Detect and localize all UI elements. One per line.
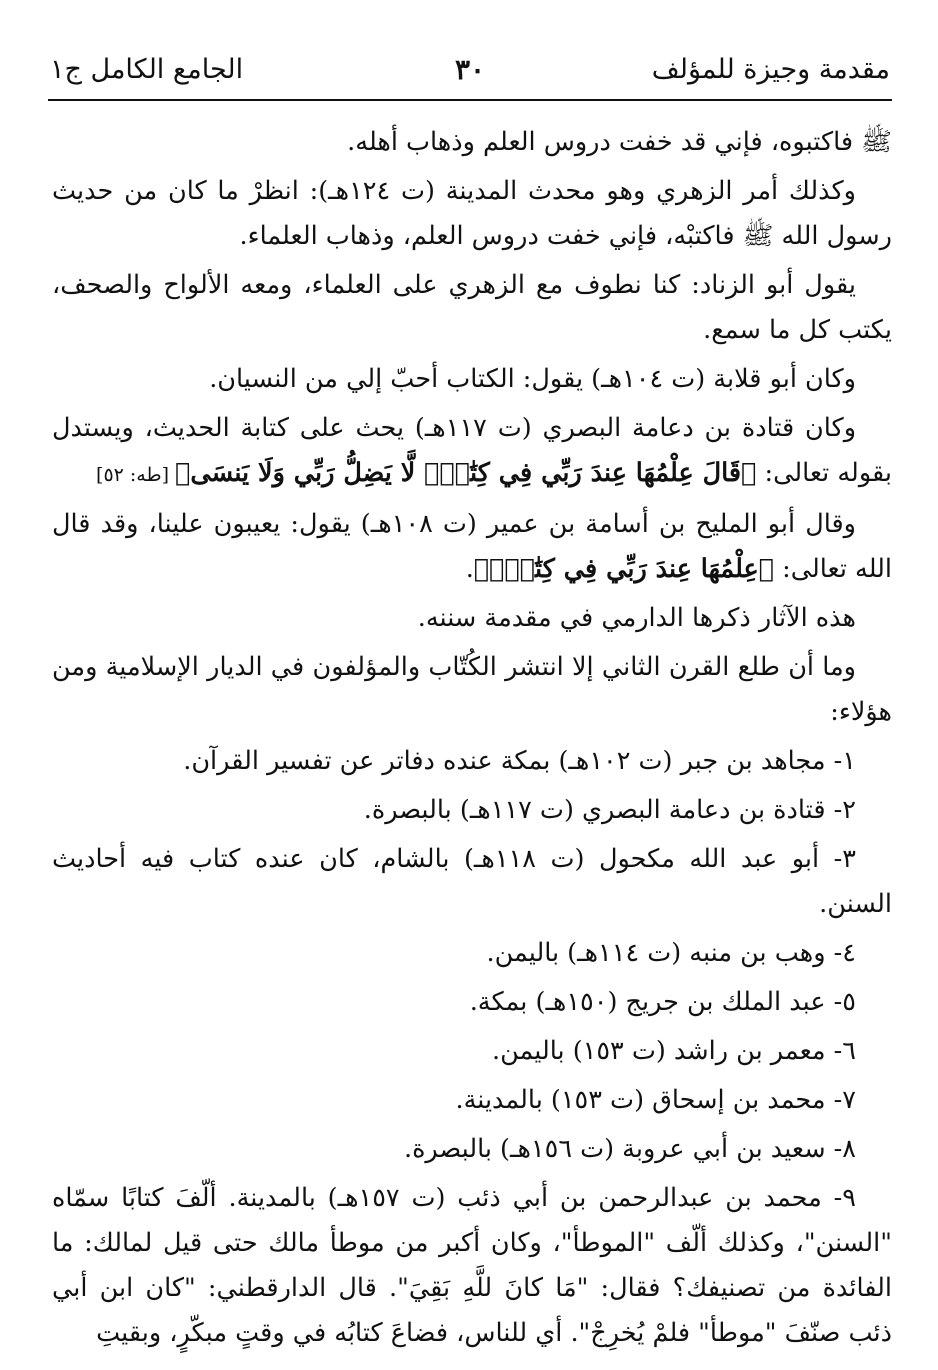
list-number: ٨- <box>833 1134 856 1164</box>
paragraph <box>52 357 892 402</box>
list-number: ٤- <box>833 938 856 968</box>
list-number: ٩- <box>833 1183 856 1213</box>
paragraph-end: . <box>465 554 474 584</box>
list-item <box>52 739 892 784</box>
chapter-title: مقدمة وجيزة للمؤلف <box>651 54 890 85</box>
list-item <box>52 837 892 927</box>
list-item <box>52 1029 892 1074</box>
list-text: وهب بن منبه (ت ١١٤هـ) باليمن. <box>486 938 826 968</box>
book-title: الجامع الكامل ج١ <box>50 54 244 85</box>
header-divider <box>48 99 892 101</box>
running-header <box>50 50 890 90</box>
paragraph-text: هذه الآثار ذكرها الدارمي في مقدمة سننه. <box>417 603 856 633</box>
paragraph-text: يقول أبو الزناد: كنا نطوف مع الزهري على العلماء، ومعه الألواح والصحف، يكتب كل ما سمع. <box>52 270 892 345</box>
list-text: محمد بن عبدالرحمن بن أبي ذئب (ت ١٥٧هـ) بالمدينة. ألّفَ كتابًا سمّاه "السنن"، وكذلك ألّف "الموطأ"، وكان أكبر من موطأ مالك حتى قيل لمالك: ما الفائدة من تصنيفك؟ فقال: "مَا كانَ للَّهِ بَقِيَ". قال الدارقطني: "كان ابن أبي ذئب صنّفَ "موطأ" فلمْ يُخرِجْ". أي للناس، فضاعَ كتابُه في وقتٍ مبكّرٍ، وبقيتِ <box>52 1183 892 1348</box>
paragraph-text: وقال أبو المليح بن أسامة بن عمير (ت ١٠٨هـ) يقول: يعيبون علينا، وقد قال الله تعالى: <box>52 509 892 584</box>
list-item <box>52 980 892 1025</box>
list-text: أبو عبد الله مكحول (ت ١١٨هـ) بالشام، كان عنده كتاب فيه أحاديث السنن. <box>52 844 892 919</box>
paragraph <box>52 120 892 165</box>
list-number: ٧- <box>833 1085 856 1115</box>
list-text: محمد بن إسحاق (ت ١٥٣) بالمدينة. <box>455 1085 826 1115</box>
paragraph <box>52 406 892 498</box>
list-text: قتادة بن دعامة البصري (ت ١١٧هـ) بالبصرة. <box>363 795 826 825</box>
list-number: ٦- <box>833 1036 856 1066</box>
list-item <box>52 1078 892 1123</box>
quran-verse: ﴿عِلْمُهَا عِندَ رَبِّي فِي كِتَٰبٍۖ﴾ <box>473 554 775 584</box>
paragraph-text: ﷺ فاكتبوه، فإني قد خفت دروس العلم وذهاب أهله. <box>347 127 892 157</box>
list-number: ٣- <box>833 844 856 874</box>
list-text: مجاهد بن جبر (ت ١٠٢هـ) بمكة عنده دفاتر عن تفسير القرآن. <box>183 746 826 776</box>
list-item <box>52 1127 892 1172</box>
paragraph-text: وكذلك أمر الزهري وهو محدث المدينة (ت ١٢٤هـ): انظرْ ما كان من حديث رسول الله ﷺ فاكتبْه، فإني خفت دروس العلم، وذهاب العلماء. <box>52 176 892 251</box>
paragraph <box>52 263 892 353</box>
list-text: عبد الملك بن جريج (١٥٠هـ) بمكة. <box>469 987 826 1017</box>
paragraph <box>52 502 892 592</box>
list-number: ٥- <box>833 987 856 1017</box>
list-item <box>52 1176 892 1356</box>
paragraph <box>52 169 892 259</box>
paragraph <box>52 596 892 641</box>
page-number: ٣٠ <box>454 53 486 86</box>
list-text: معمر بن راشد (ت ١٥٣) باليمن. <box>492 1036 826 1066</box>
paragraph-text: وكان قتادة بن دعامة البصري (ت ١١٧هـ) يحث على كتابة الحديث، ويستدل بقوله تعالى: <box>52 413 892 488</box>
main-text <box>52 120 892 1360</box>
list-item <box>52 788 892 833</box>
list-number: ١- <box>833 746 856 776</box>
list-number: ٢- <box>833 795 856 825</box>
paragraph-text: وما أن طلع القرن الثاني إلا انتشر الكُتّاب والمؤلفون في الديار الإسلامية ومن هؤلاء: <box>52 652 892 727</box>
verse-reference: [طه: ٥٢] <box>96 464 176 486</box>
quran-verse: ﴿قَالَ عِلْمُهَا عِندَ رَبِّي فِي كِتَٰبٍۖ لَّا يَضِلُّ رَبِّي وَلَا يَنسَى﴾ <box>175 458 757 488</box>
list-item <box>52 931 892 976</box>
paragraph-text: وكان أبو قلابة (ت ١٠٤هـ) يقول: الكتاب أحبّ إلي من النسيان. <box>209 364 856 394</box>
list-text: سعيد بن أبي عروبة (ت ١٥٦هـ) بالبصرة. <box>403 1134 826 1164</box>
paragraph <box>52 645 892 735</box>
